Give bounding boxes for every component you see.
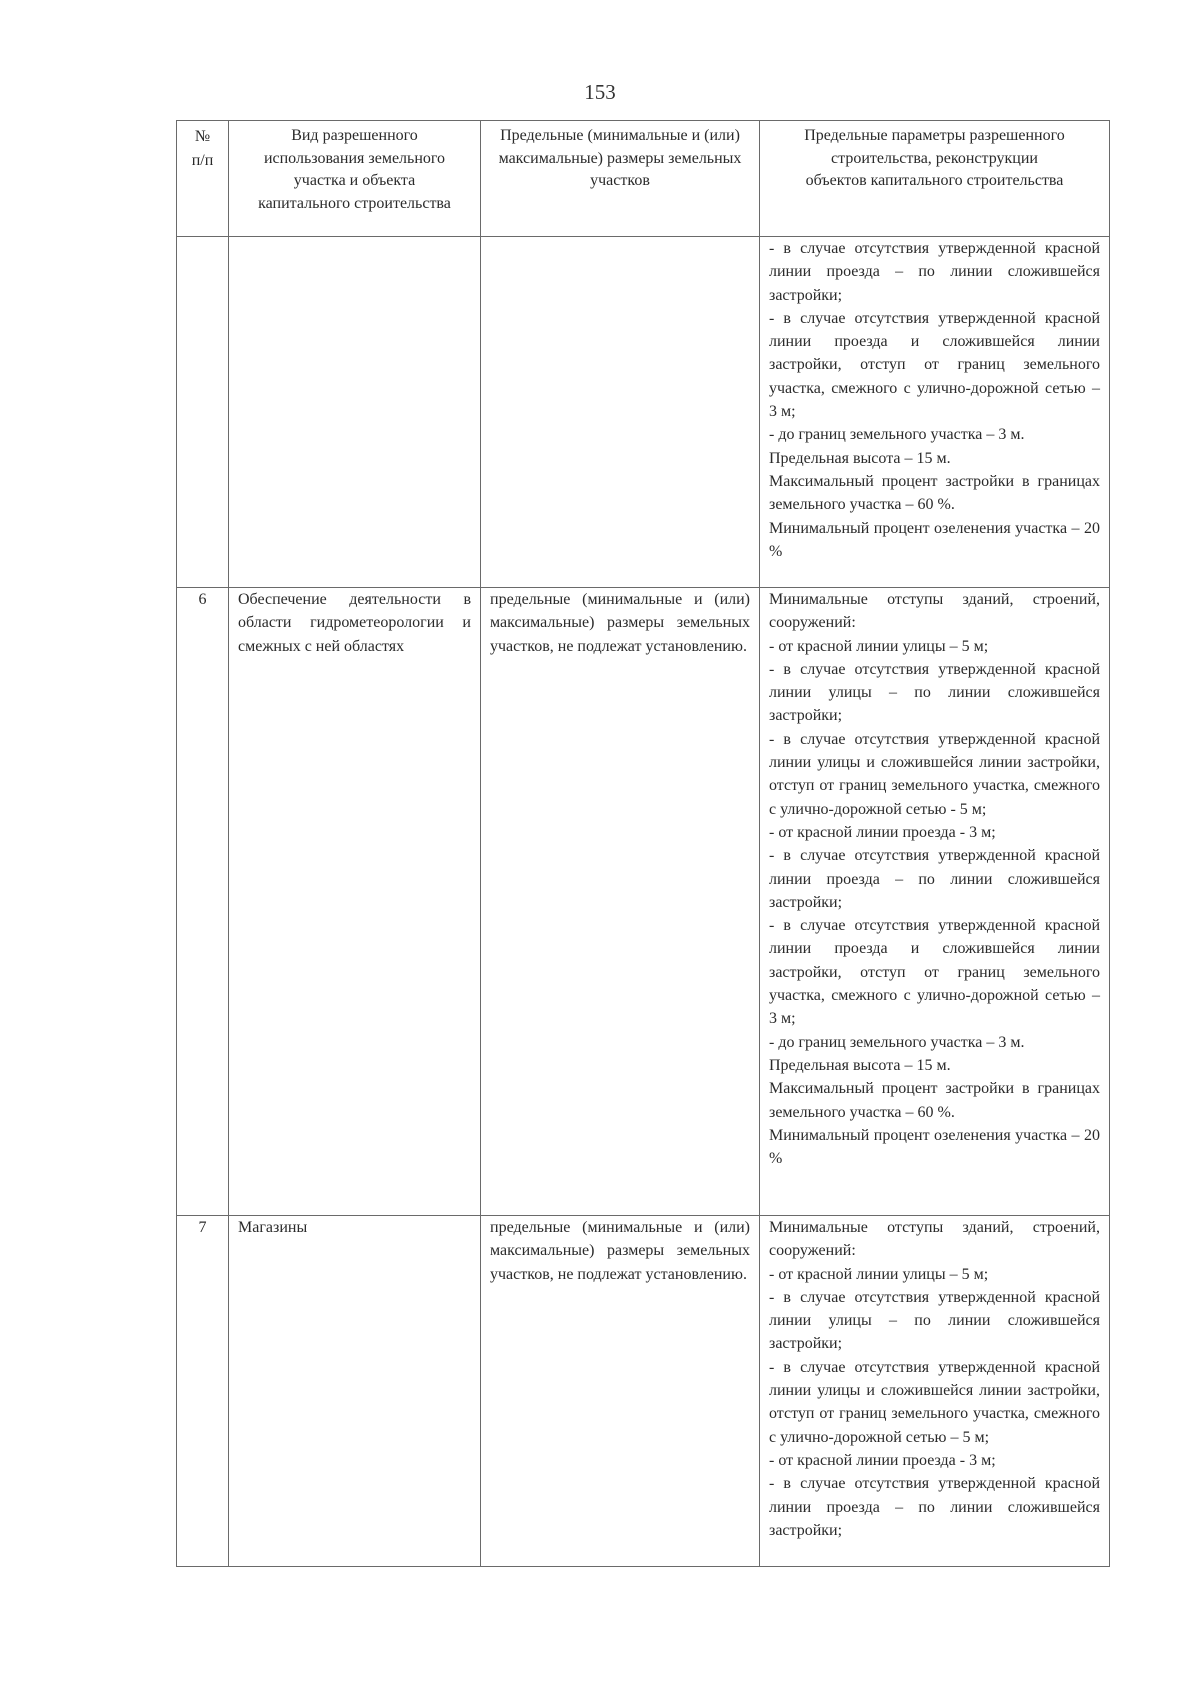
header-num-label: № п/п [191, 128, 214, 169]
row-parameters [760, 588, 1110, 1216]
table-row [177, 237, 1110, 588]
row-parameters [760, 1216, 1110, 1567]
parameter-item: - в случае отсутствия утвержденной красной линии улицы и сложившейся линии застройки, отступ от границ земельного участка, смежного с улично-дорожной сетью - 5 м; [769, 730, 1100, 818]
parameter-item: Предельная высота – 15 м. [769, 1056, 951, 1074]
row-num: 7 [177, 1216, 229, 1567]
row-num: 6 [177, 588, 229, 1216]
parameter-item: Минимальные отступы зданий, строений, сооружений: [769, 1219, 1100, 1260]
table-row [177, 588, 1110, 1216]
row-num [177, 237, 229, 588]
parameter-item: - в случае отсутствия утвержденной красной линии улицы – по линии сложившейся застройки; [769, 660, 1100, 725]
parameter-item: - от красной линии улицы – 5 м; [769, 637, 989, 655]
header-use-type: Вид разрешенного использования земельного участка и объекта капитального строительства [229, 121, 481, 237]
header-num [177, 121, 229, 237]
row-use-type: Магазины [229, 1216, 481, 1567]
parameter-item: Предельная высота – 15 м. [769, 449, 951, 467]
page-number: 153 [584, 80, 616, 104]
parameter-item: - до границ земельного участка – 3 м. [769, 426, 1025, 444]
row-parameters [760, 237, 1110, 588]
table-header-row [177, 121, 1110, 237]
table-row [177, 1216, 1110, 1567]
parameter-item: Максимальный процент застройки в границах земельного участка – 60 %. [769, 472, 1100, 514]
parameter-item: - в случае отсутствия утвержденной красной линии улицы и сложившейся линии застройки, отступ от границ земельного участка, смежного с улично-дорожной сетью – 5 м; [769, 1358, 1100, 1446]
parameter-item: Минимальный процент озеленения участка – 20 % [769, 1126, 1100, 1168]
parameter-item: - до границ земельного участка – 3 м. [769, 1033, 1025, 1051]
row-use-type [229, 237, 481, 588]
row-use-type: Обеспечение деятельности в области гидрометеорологии и смежных с ней областях [229, 588, 481, 1216]
parameter-item: - в случае отсутствия утвержденной красной линии улицы – по линии сложившейся застройки; [769, 1288, 1100, 1353]
parameter-item: - в случае отсутствия утвержденной красной линии проезда – по линии сложившейся застройки; [769, 847, 1100, 911]
row-plot-sizes: предельные (минимальные и (или) максимальные) размеры земельных участков, не подлежат установлению. [481, 588, 760, 1216]
parameter-item: - в случае отсутствия утвержденной красной линии проезда и сложившейся линии застройки, отступ от границ земельного участка, смежного с улично-дорожной сетью – 3 м; [769, 309, 1100, 421]
parameter-item: Минимальный процент озеленения участка – 20 % [769, 519, 1100, 560]
row-plot-sizes [481, 237, 760, 588]
parameter-item: Минимальные отступы зданий, строений, сооружений: [769, 591, 1100, 632]
header-plot-sizes: Предельные (минимальные и (или) максимальные) размеры земельных участков [481, 121, 760, 237]
parameter-item: - от красной линии проезда - 3 м; [769, 1451, 996, 1469]
parameter-item: Максимальный процент застройки в границах земельного участка – 60 %. [769, 1080, 1100, 1121]
row-plot-sizes: предельные (минимальные и (или) максимальные) размеры земельных участков, не подлежат установлению. [481, 1216, 760, 1567]
parameter-item: - от красной линии улицы – 5 м; [769, 1265, 989, 1283]
parameter-item: - в случае отсутствия утвержденной красной линии проезда – по линии сложившейся застройки; [769, 1475, 1100, 1539]
parameter-item: - от красной линии проезда - 3 м; [769, 823, 996, 841]
zoning-table [176, 120, 1110, 1567]
header-parameters: Предельные параметры разрешенного строительства, реконструкции объектов капитального строительства [760, 121, 1110, 237]
parameter-item: - в случае отсутствия утвержденной красной линии проезда и сложившейся линии застройки, отступ от границ земельного участка, смежного с улично-дорожной сетью – 3 м; [769, 917, 1100, 1028]
parameter-item: - в случае отсутствия утвержденной красной линии проезда – по линии сложившейся застройки; [769, 240, 1100, 304]
